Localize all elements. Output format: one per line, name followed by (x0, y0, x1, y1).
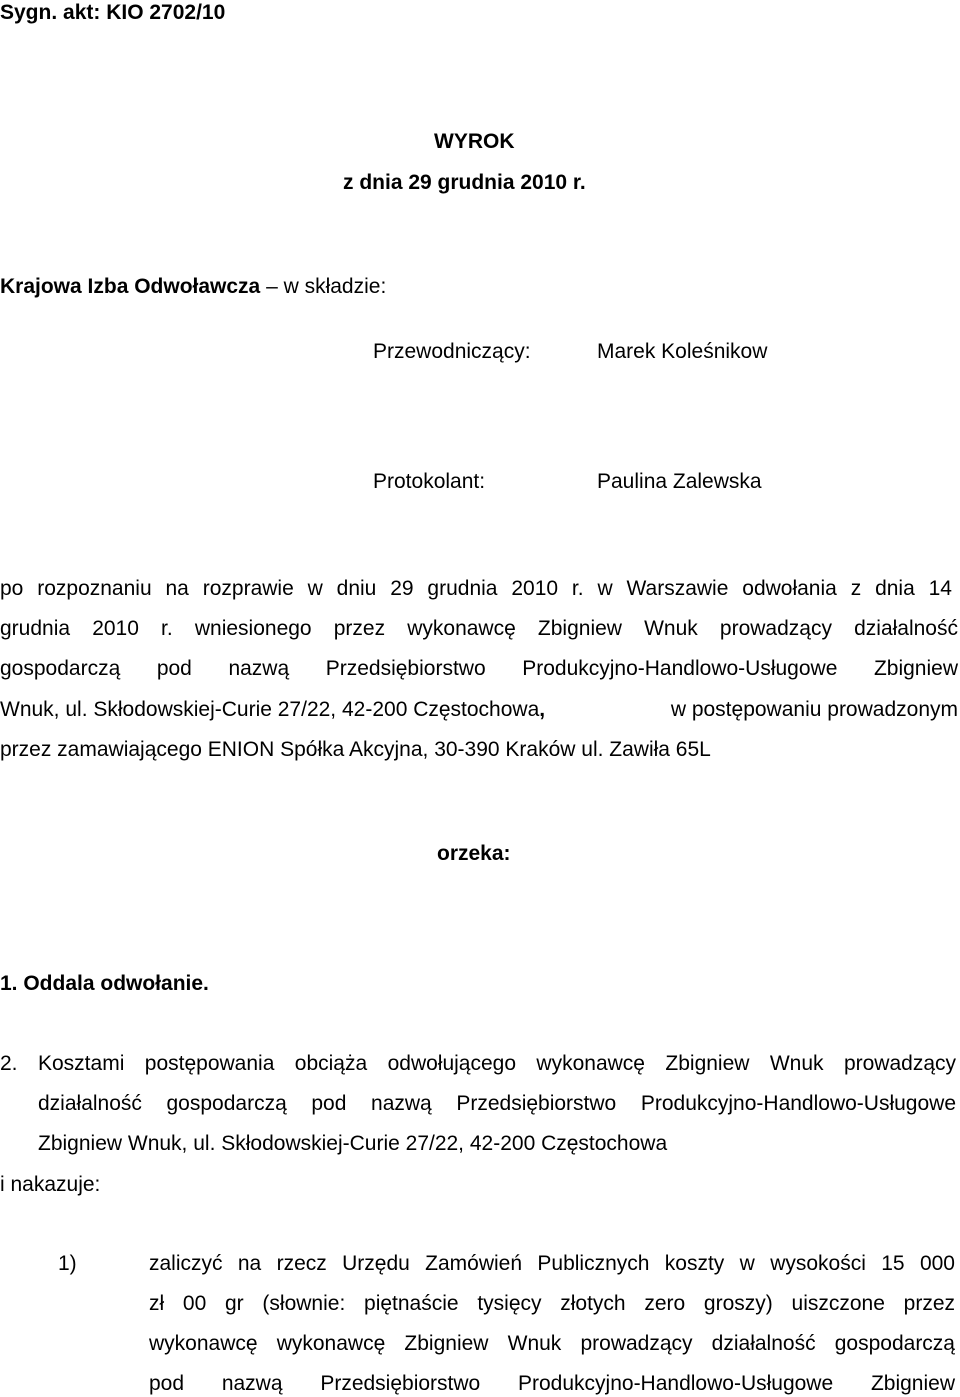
clerk-name: Paulina Zalewska (597, 470, 762, 493)
sub-point-1-line-1: zaliczyć na rzecz Urzędu Zamówień Publicznych koszty w wysokości 15 000 (149, 1252, 955, 1275)
proceedings-line-4-a: Wnuk, ul. Skłodowskiej-Curie 27/22, 42-200 Częstochowa, (0, 698, 546, 721)
proceedings-line-2: grudnia 2010 r. wniesionego przez wykonawcę Zbigniew Wnuk prowadzący działalność (0, 617, 958, 640)
sub-point-1-line-3: wykonawcę wykonawcę Zbigniew Wnuk prowadzący działalność gospodarczą (149, 1332, 955, 1355)
case-signature: Sygn. akt: KIO 2702/10 (0, 1, 226, 24)
chair-name: Marek Koleśnikow (597, 340, 768, 363)
proceedings-line-3: gospodarczą pod nazwą Przedsiębiorstwo Produkcyjno-Handlowo-Usługowe Zbigniew (0, 657, 958, 680)
clerk-label: Protokolant: (373, 470, 486, 493)
ruling-point-2-number: 2. (0, 1052, 18, 1075)
ruling-point-2-line-2: działalność gospodarczą pod nazwą Przedsiębiorstwo Produkcyjno-Handlowo-Usługowe (38, 1092, 956, 1115)
panel-intro-rest: – w składzie: (260, 275, 387, 298)
proceedings-line-1: po rozpoznaniu na rozprawie w dniu 29 grudnia 2010 r. w Warszawie odwołania z dnia 14 (0, 577, 952, 600)
proceedings-line-4-b: w postępowaniu prowadzonym (670, 698, 958, 721)
sub-point-1-number: 1) (58, 1252, 77, 1275)
sub-point-1-line-2: zł 00 gr (słownie: piętnaście tysięcy złotych zero groszy) uiszczone przez (149, 1292, 955, 1315)
proceedings-line-4 (0, 699, 958, 720)
ruling-point-1: 1. Oddala odwołanie. (0, 972, 209, 995)
ruling-point-2-line-3: Zbigniew Wnuk, ul. Skłodowskiej-Curie 27/22, 42-200 Częstochowa (38, 1132, 668, 1155)
chair-label: Przewodniczący: (373, 340, 531, 363)
orders-intro: i nakazuje: (0, 1173, 101, 1196)
sub-point-1-line-4: pod nazwą Przedsiębiorstwo Produkcyjno-Handlowo-Usługowe Zbigniew (149, 1372, 955, 1395)
document-title: WYROK (434, 130, 515, 153)
proceedings-line-5: przez zamawiającego ENION Spółka Akcyjna, 30-390 Kraków ul. Zawiła 65L (0, 738, 711, 761)
panel-intro (0, 276, 386, 297)
document-date: z dnia 29 grudnia 2010 r. (343, 171, 586, 194)
ruling-point-2-line-1: Kosztami postępowania obciąża odwołującego wykonawcę Zbigniew Wnuk prowadzący (38, 1052, 956, 1075)
ruling-heading: orzeka: (437, 842, 511, 865)
tribunal-name: Krajowa Izba Odwoławcza (0, 275, 261, 298)
